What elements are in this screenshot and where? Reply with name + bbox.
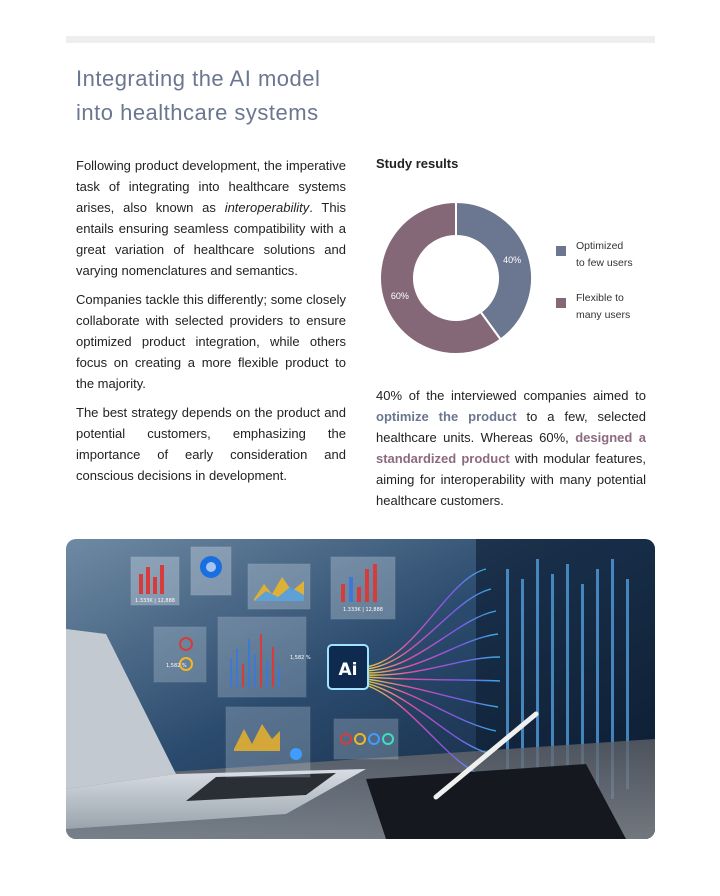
donut-slice-label-1: 40% bbox=[503, 254, 522, 265]
legend-swatch-2 bbox=[556, 298, 566, 308]
chip-label: Ai bbox=[338, 660, 358, 680]
donut-chart bbox=[376, 198, 656, 363]
summary-part-3: with modular features, aiming for interoperability with many potential healthcare customers. bbox=[376, 451, 646, 508]
paragraph-1 bbox=[76, 155, 346, 281]
paragraph-1-end: . This entails ensuring seamless compatibility with a great variation of healthcare solutions and varying nomenclatures and semantics. bbox=[76, 200, 346, 278]
legend-label-2-line-2: many users bbox=[576, 309, 631, 321]
holo-panel-5 bbox=[218, 617, 311, 697]
summary-part-2: to a few, selected healthcare units. Whereas 60%, bbox=[376, 409, 646, 445]
interoperability-term: interoperability bbox=[224, 200, 310, 215]
title-line-2: into healthcare systems bbox=[76, 100, 319, 125]
holo-panel-2 bbox=[248, 564, 310, 609]
chart-slices bbox=[380, 202, 532, 354]
holo-panel-3 bbox=[331, 557, 395, 619]
top-divider bbox=[66, 36, 655, 43]
ai-chip bbox=[328, 645, 368, 689]
panel-5-caption: 1,582 % bbox=[290, 655, 311, 661]
paragraph-1-start: Following product development, the imperative task of integrating into healthcare systems arises, also known as bbox=[76, 158, 346, 215]
highlight-optimize: optimize the product bbox=[376, 409, 517, 424]
holo-panel-6 bbox=[226, 707, 310, 777]
left-text-column bbox=[76, 155, 346, 494]
panel-3-caption: 1.333K | 12,888 bbox=[343, 607, 383, 613]
highlight-standardized: designed a standardized product bbox=[376, 430, 646, 466]
holo-panel-7 bbox=[334, 719, 398, 759]
study-results-heading: Study results bbox=[376, 156, 459, 171]
right-text-column bbox=[376, 385, 646, 511]
legend-label-2-line-1: Flexible to bbox=[576, 292, 624, 304]
legend-swatch-1 bbox=[556, 246, 566, 256]
donut-slice-label-2: 60% bbox=[390, 291, 409, 302]
summary-part-1: 40% of the interviewed companies aimed to bbox=[376, 388, 646, 403]
holo-panel-1 bbox=[131, 557, 179, 605]
holo-gauge bbox=[191, 547, 231, 595]
legend-label-1-line-2: to few users bbox=[576, 257, 633, 269]
title-line-1: Integrating the AI model bbox=[76, 66, 321, 91]
panel-1-caption: 1.333K | 12,888 bbox=[135, 598, 175, 604]
holo-panel-4 bbox=[154, 627, 206, 682]
legend-label-1-line-1: Optimized bbox=[576, 240, 624, 252]
results-summary bbox=[376, 385, 646, 511]
ai-healthcare-photo bbox=[66, 539, 655, 839]
panel-4-caption: 1,582 % bbox=[166, 663, 187, 669]
paragraph-3: The best strategy depends on the product and potential customers, emphasizing the importance of early consideration and conscious decisions in development. bbox=[76, 405, 346, 483]
chart-legend bbox=[556, 240, 633, 321]
page-title bbox=[76, 62, 476, 130]
paragraph-2: Companies tackle this differently; some closely collaborate with selected providers to ensure optimized product integration, while others focus on creating a more flexible product to the majority. bbox=[76, 292, 346, 391]
